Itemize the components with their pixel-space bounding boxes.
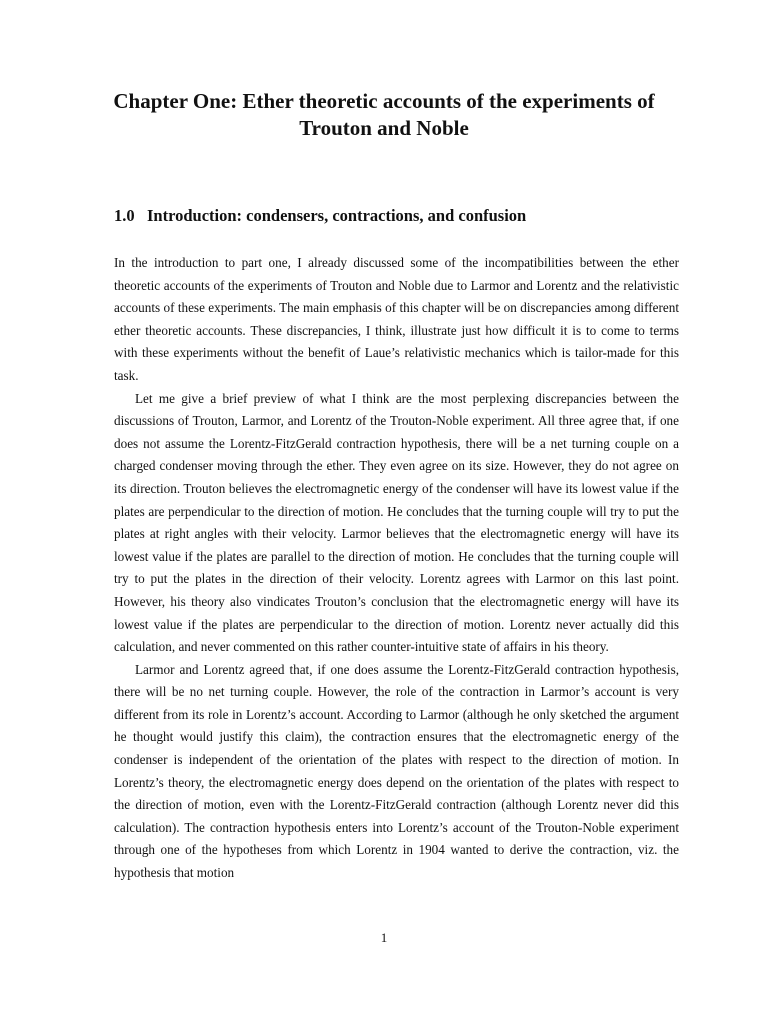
paragraph-1: In the introduction to part one, I already discussed some of the incompatibilities between the ether theoretic accounts of the experiments of Trouton and Noble due to Larmor and Lorentz and the relativistic accounts of these experiments. The main emphasis of this chapter will be on discrepancies among different ether theoretic accounts. These discrepancies, I think, illustrate just how difficult it is to come to terms with these experiments without the benefit of Laue’s relativistic mechanics which is tailor-made for this task.	[114, 255, 679, 383]
body-text	[114, 252, 679, 885]
section-title: Introduction: condensers, contractions, and confusion	[147, 206, 527, 225]
paragraph-2: Let me give a brief preview of what I think are the most perplexing discrepancies between the discussions of Trouton, Larmor, and Lorentz of the Trouton-Noble experiment. All three agree that, if one does not assume the Lorentz-FitzGerald contraction hypothesis, there will be a net turning couple on a charged condenser moving through the ether. They even agree on its size. However, they do not agree on its direction. Trouton believes the electromagnetic energy of the condenser will have its lowest value if the plates are perpendicular to the direction of motion. He concludes that the turning couple will try to put the plates at right angles with their velocity. Larmor believes that the electromagnetic energy will have its lowest value if the plates are parallel to the direction of motion. He concludes that the turning couple will try to put the plates in the direction of their velocity. Lorentz agrees with Larmor on this last point. However, his theory also vindicates Trouton’s conclusion that the electromagnetic energy will have its lowest value if the plates are perpendicular to the direction of motion. Lorentz never actually did this calculation, and never commented on this rather counter-intuitive state of affairs in his theory.	[114, 390, 679, 655]
section-number: 1.0	[114, 206, 135, 225]
paragraph-3: Larmor and Lorentz agreed that, if one does assume the Lorentz-FitzGerald contraction hypothesis, there will be no net turning couple. However, the role of the contraction in Larmor’s account is very different from its role in Lorentz’s account. According to Larmor (although he only sketched the argument he thought would justify this claim), the contraction ensures that the electromagnetic energy of the condenser is independent of the orientation of the plates with respect to the direction of motion. In Lorentz’s theory, the electromagnetic energy does depend on the orientation of the plates with respect to the direction of motion, even with the Lorentz-FitzGerald contraction (although Lorentz never did this calculation). The contraction hypothesis enters into Lorentz’s account of the Trouton-Noble experiment through one of the hypotheses from which Lorentz in 1904 wanted to derive the contraction, viz. the hypothesis that motion	[114, 661, 679, 881]
page-number: 1	[380, 930, 388, 945]
chapter-title: Chapter One: Ether theoretic accounts of the experiments of Trouton and Noble	[113, 89, 655, 140]
section-heading	[114, 205, 526, 227]
